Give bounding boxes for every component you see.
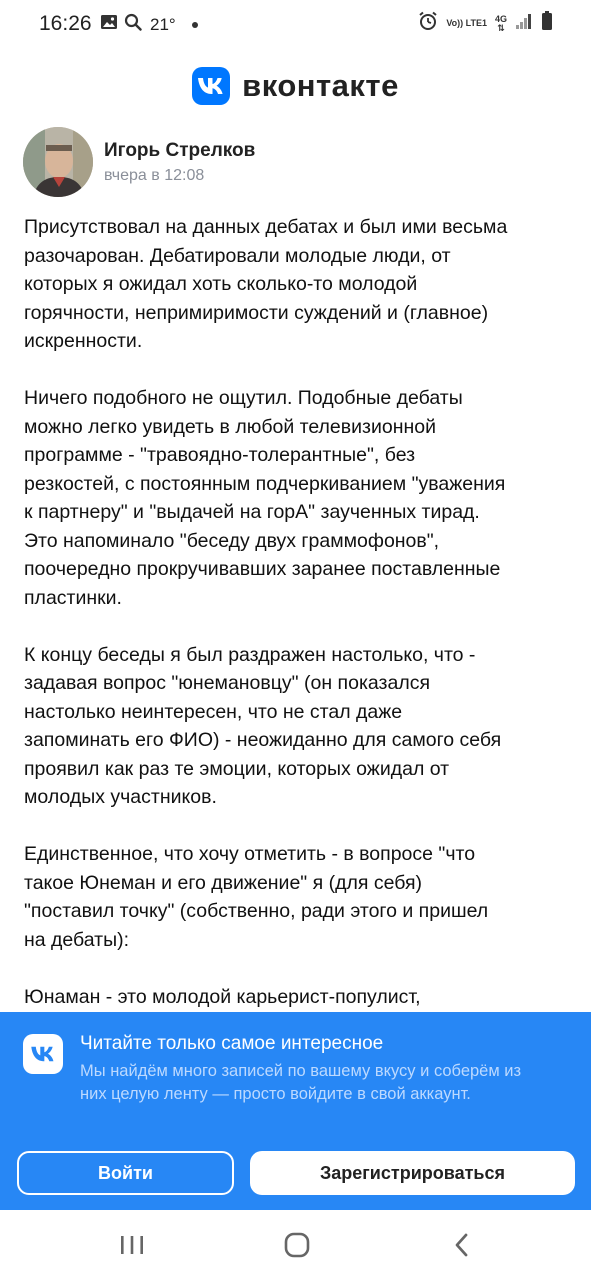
post-paragraph: К концу беседы я был раздражен настолько, что - задавая вопрос "юнемановцу" (он показался настолько неинтересен, что не стал даже запоминать его ФИО) - неожиданно для самого себя проявил как раз те эмоции, которых ожидал от молодых участников.: [24, 643, 502, 808]
status-right-icons: [418, 11, 553, 36]
network-gen: 4G ⇅: [494, 13, 507, 33]
post-paragraph: Ничего подобного не ощутил. Подобные дебаты можно легко увидеть в любой телевизионной программе - "травоядно-толерантные", без резкостей, с постоянным подчеркиванием "уважения к партнеру" и "выдачей на горА" заученных тирад. Это напоминало "беседу двух граммофонов", поочередно прокручивавших заранее поставленные пластинки.: [24, 387, 506, 609]
author-meta: [104, 140, 255, 185]
image-icon: [100, 14, 118, 35]
search-icon: [124, 13, 142, 36]
brand-name: вконтакте: [242, 68, 399, 103]
post-paragraph: Единственное, что хочу отметить - в вопросе "что такое Юнеман и его движение" я (для себя) "поставил точку" (собственно, ради этого и пришел на дебаты):: [24, 843, 489, 951]
status-left-icons: [100, 13, 198, 36]
app-header: [0, 64, 591, 108]
author-name[interactable]: Игорь Стрелков: [104, 139, 256, 161]
home-icon[interactable]: [277, 1228, 317, 1262]
battery-icon: [541, 11, 553, 36]
vk-logo-icon[interactable]: [192, 67, 230, 105]
post-date[interactable]: вчера в 12:08: [104, 166, 205, 184]
banner-title: Читайте только самое интересное: [80, 1033, 384, 1054]
status-temperature: 21°: [150, 14, 176, 34]
notification-dot: [192, 22, 198, 28]
post-paragraph: Присутствовал на данных дебатах и был ими весьма разочарован. Дебатировали молодые люди, от которых я ожидал хоть сколько-то молодой горячности, непримиримости суждений и (главное) искренности.: [24, 216, 508, 352]
signal-icon: [515, 12, 533, 35]
back-icon[interactable]: [442, 1228, 482, 1262]
network-gen-label: 4G: [494, 13, 507, 24]
avatar[interactable]: [23, 127, 93, 197]
recent-apps-icon[interactable]: [112, 1228, 152, 1262]
login-promo-banner: [0, 1012, 591, 1210]
network-label: Vo)) LTE1: [446, 18, 487, 28]
vk-logo-icon: [23, 1034, 63, 1074]
alarm-icon: [418, 11, 438, 36]
status-time: 16:26: [39, 12, 92, 35]
post-text: [24, 213, 574, 1040]
system-nav-bar: [0, 1210, 591, 1280]
signup-button[interactable]: Зарегистрироваться: [250, 1151, 575, 1195]
banner-description: Мы найдём много записей по вашему вкусу и соберём из них целую ленту — просто войдите в свой аккаунт.: [80, 1062, 522, 1103]
post-author: [23, 127, 255, 197]
status-bar: [0, 0, 591, 48]
post-paragraph: Юнаман - это молодой карьерист-популист,: [24, 985, 421, 1008]
login-button[interactable]: Войти: [17, 1151, 234, 1195]
